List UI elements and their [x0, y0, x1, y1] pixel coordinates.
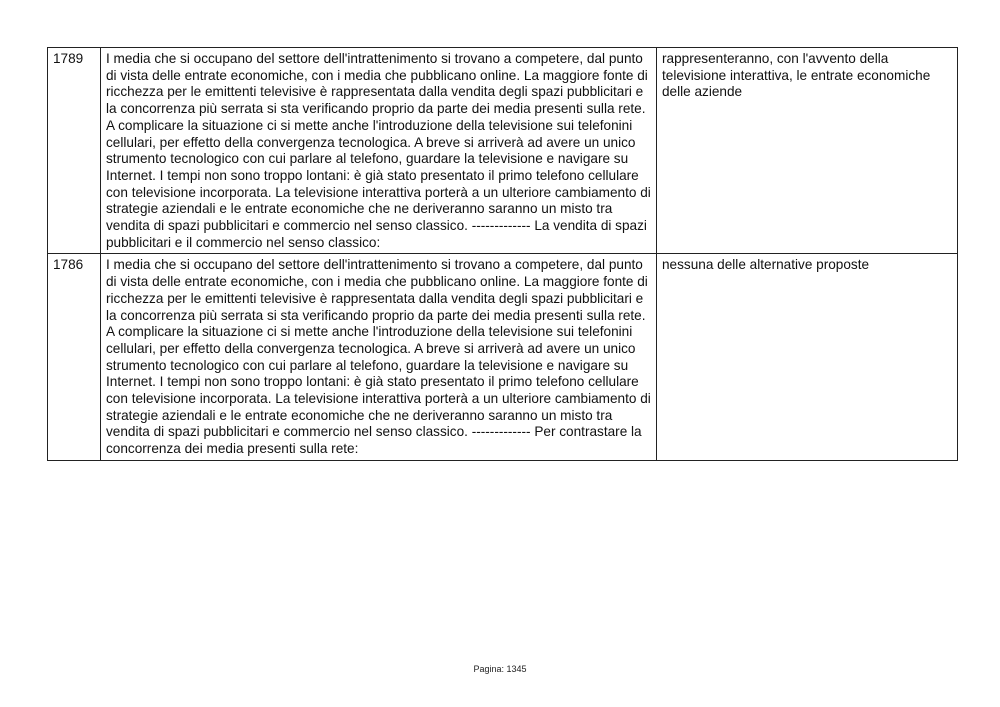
table-row — [48, 254, 958, 460]
answer-text: nessuna delle alternative proposte — [657, 254, 958, 460]
question-number: 1786 — [48, 254, 101, 460]
question-text: I media che si occupano del settore dell'intrattenimento si trovano a competere, dal punto di vista delle entrate economiche, con i media che pubblicano online. La maggiore fonte di ricchezza per le emittenti televisive è rappresentata dalla vendita degli spazi pubblicitari e la concorrenza più serrata si sta verificando proprio da parte dei media presenti sulla rete. A complicare la situazione ci si mette anche l'introduzione della televisione sui telefonini cellulari, per effetto della convergenza tecnologica. A breve si arriverà ad avere un unico strumento tecnologico con cui parlare al telefono, guardare la televisione e navigare su Internet. I tempi non sono troppo lontani: è già stato presentato il primo telefono cellulare con televisione incorporata. La televisione interattiva porterà a un ulteriore cambiamento di strategie aziendali e le entrate economiche che ne deriveranno saranno un misto tra vendita di spazi pubblicitari e commercio nel senso classico. ------------- La vendita di spazi pubblicitari e il commercio nel senso classico: — [101, 48, 657, 254]
page-number: Pagina: 1345 — [473, 664, 527, 674]
question-number: 1789 — [48, 48, 101, 254]
question-text: I media che si occupano del settore dell'intrattenimento si trovano a competere, dal punto di vista delle entrate economiche, con i media che pubblicano online. La maggiore fonte di ricchezza per le emittenti televisive è rappresentata dalla vendita degli spazi pubblicitari e la concorrenza più serrata si sta verificando proprio da parte dei media presenti sulla rete. A complicare la situazione ci si mette anche l'introduzione della televisione sui telefonini cellulari, per effetto della convergenza tecnologica. A breve si arriverà ad avere un unico strumento tecnologico con cui parlare al telefono, guardare la televisione e navigare su Internet. I tempi non sono troppo lontani: è già stato presentato il primo telefono cellulare con televisione incorporata. La televisione interattiva porterà a un ulteriore cambiamento di strategie aziendali e le entrate economiche che ne deriveranno saranno un misto tra vendita di spazi pubblicitari e commercio nel senso classico. ------------- Per contrastare la concorrenza dei media presenti sulla rete: — [101, 254, 657, 460]
question-table — [47, 47, 958, 461]
answer-text: rappresenteranno, con l'avvento della televisione interattiva, le entrate economiche delle aziende — [657, 48, 958, 254]
table-row — [48, 48, 958, 254]
